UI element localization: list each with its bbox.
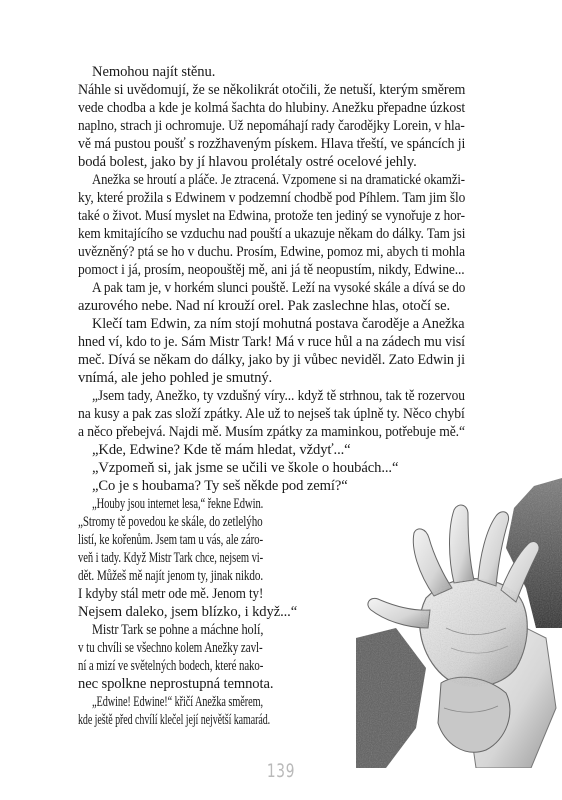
text-line: „Co je s houbama? Ty seš někde pod zemí?“ [92, 478, 348, 494]
text-line: dět. Můžeš mě najít jenom ty, jinak nikdo. [78, 568, 264, 584]
text-line: kem kmitajícího se vzduchu nad pouští a ukazuje někam do dálky. Tam jsi [78, 226, 466, 242]
text-line: „Houby jsou internet lesa,“ řekne Edwin. [92, 496, 264, 512]
text-line: „Vzpomeň si, jak jsme se učili ve škole o houbách...“ [92, 460, 399, 476]
page-number: 139 [266, 760, 296, 782]
text-line: hned ví, kdo to je. Sám Mistr Tark! Má v ruce hůl a na zádech mu visí [78, 334, 465, 350]
text-line: „Kde, Edwine? Kde tě mám hledat, vždyť...“ [92, 442, 351, 458]
text-line: vě má pustou poušť s rozžhaveným pískem. Hlava třeští, ve spáncích ji [78, 136, 466, 152]
text-line: vede chodba a kde je kolmá šachta do hlubiny. Anežku přepadne úzkost [78, 100, 466, 116]
text-line: azurového nebe. Nad ní krouží orel. Pak zaslechne hlas, otočí se. [78, 298, 450, 314]
text-line: „Edwine! Edwine!“ křičí Anežka směrem, [92, 694, 263, 710]
text-line: nec spolkne neprostupná temnota. [78, 676, 274, 692]
text-line: Mistr Tark se pohne a máchne holí, [92, 622, 264, 638]
text-line: kde ještě před chvílí klečel její největší kamarád. [78, 712, 271, 728]
text-line: I kdyby stál metr ode mě. Jenom ty! [78, 586, 264, 602]
text-line: Nejsem daleko, jsem blízko, i když...“ [78, 604, 298, 620]
text-line: „Stromy tě povedou ke skále, do zetlelýho [78, 514, 263, 530]
text-line: Anežka se hroutí a pláče. Je ztracená. Vzpomene si na dramatické okamži- [92, 172, 465, 188]
text-line: naplno, strach ji ochromuje. Už nepomáhají rady čarodějky Lorein, v hla- [78, 118, 465, 134]
text-line: vnímá, ale jeho pohled je smutný. [78, 370, 273, 386]
text-line: pomoct i já, prosím, neopouštěj mě, ani já tě neopustím, nikdy, Edwine... [78, 262, 465, 278]
text-line: veň i tady. Když Mistr Tark chce, nejsem vi- [78, 550, 264, 566]
hand-illustration [356, 478, 562, 768]
text-line: ky, které prožila s Edwinem v podzemní chodbě pod Píhlem. Tam jim šlo [78, 190, 466, 206]
text-line: na kusy a pak zas složí zpátky. Ale už to nejseš tak úplně ty. Něco chybí [78, 406, 465, 422]
text-line: meč. Dívá se někam do dálky, jako by ji vůbec neviděl. Zato Edwin ji [78, 352, 465, 368]
text-line: uvězněný? ptá se ho v duchu. Prosím, Edwine, pomoz mi, abych ti mohla [78, 244, 465, 260]
text-line: „Jsem tady, Anežko, ty vzdušný víry... když tě strhnou, tak tě rozervou [92, 388, 465, 404]
text-line: Náhle si uvědomují, že se několikrát otočili, že netuší, kterým směrem [78, 82, 466, 98]
text-line: bodá bolest, jako by jí hlavou prolétaly ostré ocelové jehly. [78, 154, 417, 170]
text-line: také o život. Musí myslet na Edwina, protože ten jediný se vynořuje z hor- [78, 208, 465, 224]
text-line: Nemohou najít stěnu. [92, 64, 216, 80]
text-line: ní a mizí ve světelných bodech, které nako- [78, 658, 264, 674]
text-line: v tu chvíli se všechno kolem Anežky zavl- [78, 640, 263, 656]
text-line: listí, ke kořenům. Jsem tam u vás, ale záro- [78, 532, 264, 548]
text-line: A pak tam je, v horkém slunci pouště. Leží na vysoké skále a dívá se do [92, 280, 466, 296]
text-line: a něco přebejvá. Najdi mě. Musím zpátky za maminkou, potřebuje mě.“ [78, 424, 465, 440]
text-line: Klečí tam Edwin, za ním stojí mohutná postava čaroděje a Anežka [92, 316, 465, 332]
